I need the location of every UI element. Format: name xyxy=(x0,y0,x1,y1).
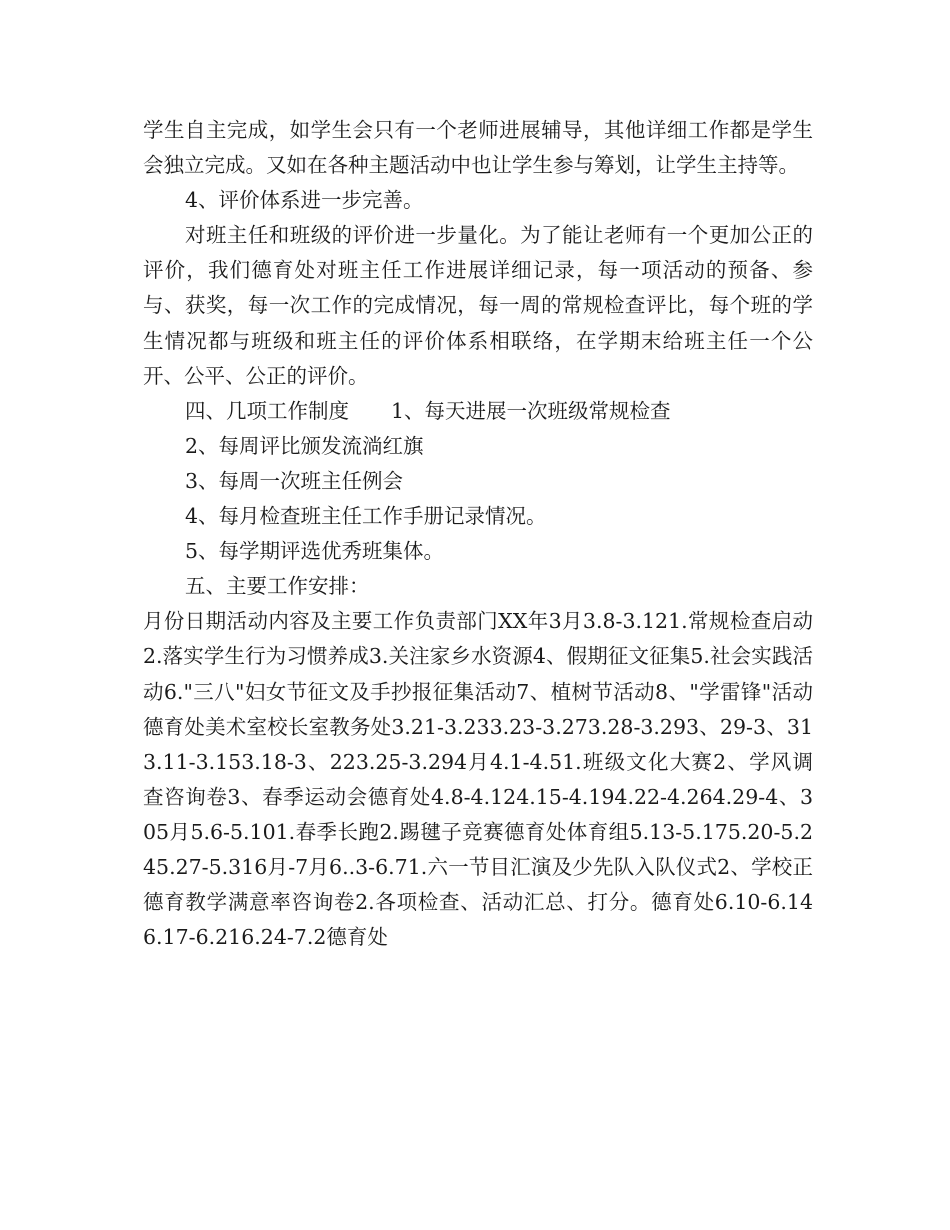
list-item-weekly-meeting: 3、每周一次班主任例会 xyxy=(185,468,404,493)
document-body xyxy=(143,113,813,955)
list-item-term-selection: 5、每学期评选优秀班集体。 xyxy=(185,539,445,564)
list-item-daily-check: 1、每天进展一次班级常规检查 xyxy=(391,398,671,423)
paragraph-work-systems xyxy=(143,394,813,429)
paragraph-schedule-details: 月份日期活动内容及主要工作负责部门XX年3月3.8-3.121.常规检查启动2.落实学生行为习惯养成3.关注家乡水资源4、假期征文征集5.社会实践活动6."三八"妇女节征文及手抄报征集活动7、植树节活动8、"学雷锋"活动德育处美术室校长室教务处3.21-3.233.23-3.273.28-3.293、29-3、313.11-3.153.18-3、223.25-3.294月4.1-4.51.班级文化大赛2、学风调查咨询卷3、春季运动会德育处4.8-4.124.15-4.194.22-4.264.29-4、305月5.6-5.101.春季长跑2.踢毽子竞赛德育处体育组5.13-5.175.20-5.245.27-5.316月-7月6..3-6.71.六一节目汇演及少先队入队仪式2、学校正德育教学满意率咨询卷2.各项检查、活动汇总、打分。德育处6.10-6.146.17-6.216.24-7.2德育处 xyxy=(143,609,813,950)
paragraph-evaluation-body: 对班主任和班级的评价进一步量化。为了能让老师有一个更加公正的评价，我们德育处对班主任工作进展详细记录，每一项活动的预备、参与、获奖，每一次工作的完成情况，每一周的常规检查评比，每个班的学生情况都与班级和班主任的评价体系相联络，在学期末给班主任一个公开、公平、公正的评价。 xyxy=(143,223,813,388)
paragraph-student-autonomy: 学生自主完成，如学生会只有一个老师进展辅导，其他详细工作都是学生会独立完成。又如在各种主题活动中也让学生参与筹划，让学生主持等。 xyxy=(143,118,813,178)
section-heading-work-schedule: 五、主要工作安排： xyxy=(185,574,370,599)
list-item-weekly-flag: 2、每周评比颁发流淌红旗 xyxy=(185,433,424,458)
paragraph-evaluation-heading: 4、评价体系进一步完善。 xyxy=(185,188,424,213)
list-item-monthly-handbook: 4、每月检查班主任工作手册记录情况。 xyxy=(185,504,547,529)
section-heading-work-systems: 四、几项工作制度 xyxy=(185,398,349,423)
